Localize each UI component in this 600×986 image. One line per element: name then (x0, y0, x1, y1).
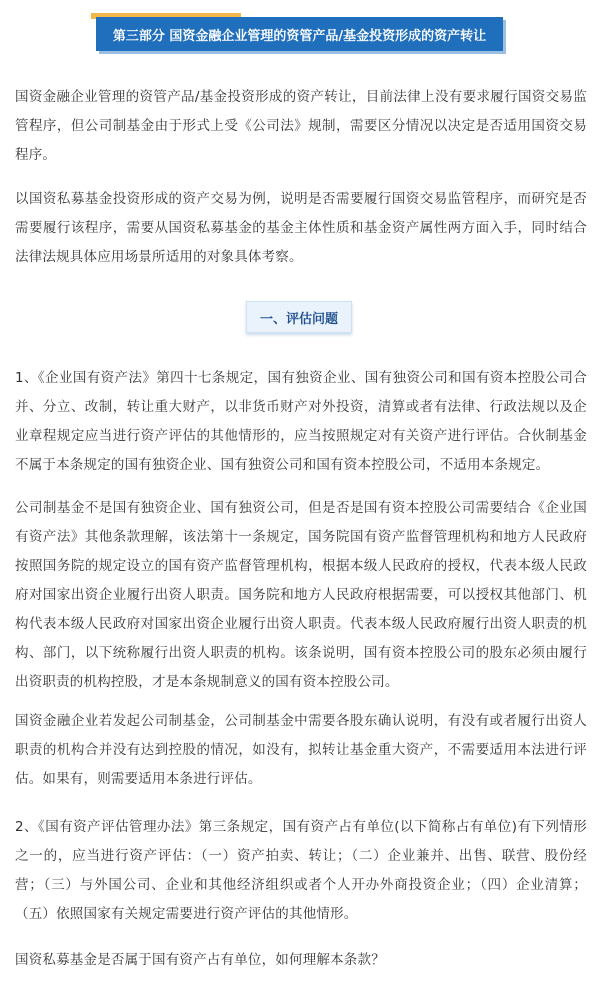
banner-bar (96, 17, 503, 51)
body-paragraph-3: 国资金融企业若发起公司制基金，公司制基金中需要各股东确认说明，有没有或者履行出资人职责的机构合并没有达到控股的情况，如没有，拟转让基金重大资产，不需要适用本法进行评估。如果有，则需要适用本条进行评估。 (15, 713, 587, 787)
body-paragraph-1: 1、《企业国有资产法》第四十七条规定，国有独资企业、国有独资公司和国有资本控股公司合并、分立、改制，转让重大财产，以非货币财产对外投资，清算或者有法律、行政法规以及企业章程规定应当进行资产评估的其他情形的，应当按照规定对有关资产进行评估。合伙制基金不属于本条规定的国有独资企业、国有独资公司和国有资本控股公司，不适用本条规定。 (15, 370, 587, 473)
body-paragraph-5: 国资私募基金是否属于国有资产占有单位，如何理解本条款？ (15, 952, 385, 968)
body-paragraph-4: 2、《国有资产评估管理办法》第三条规定，国有资产占有单位(以下简称占有单位)有下列情形之一的，应当进行资产评估：（一）资产拍卖、转让；（二）企业兼并、出售、联营、股份经营；（三）与外国公司、企业和其他经济组织或者个人开办外商投资企业；（四）企业清算；（五）依照国家有关规定需要进行资产评估的其他情形。 (15, 819, 587, 922)
intro-paragraph-1: 国资金融企业管理的资管产品/基金投资形成的资产转让，目前法律上没有要求履行国资交易监管程序，但公司制基金由于形式上受《公司法》规制，需要区分情况以决定是否适用国资交易程序。 (15, 89, 587, 163)
subheading-box (246, 301, 352, 333)
body-paragraph-2: 公司制基金不是国有独资企业、国有独资公司，但是否是国有资本控股公司需要结合《企业国有资产法》其他条款理解，该法第十一条规定，国务院国有资产监督管理机构和地方人民政府按照国务院的规定设立的国有资产监督管理机构，根据本级人民政府的授权，代表本级人民政府对国家出资企业履行出资人职责。国务院和地方人民政府根据需要，可以授权其他部门、机构代表本级人民政府对国家出资企业履行出资人职责。代表本级人民政府履行出资人职责的机构、部门，以下统称履行出资人职责的机构。该条说明，国有资本控股公司的股东必须由履行出资职责的机构控股，才是本条规制意义的国有资本控股公司。 (15, 500, 587, 690)
section-banner (91, 13, 503, 51)
subheading-title: 一、评估问题 (259, 311, 338, 327)
section-title: 第三部分 国资金融企业管理的资管产品/基金投资形成的资产转让 (112, 28, 487, 44)
intro-paragraph-2: 以国资私募基金投资形成的资产交易为例，说明是否需要履行国资交易监管程序，而研究是否需要履行该程序，需要从国资私募基金的基金主体性质和基金资产属性两方面入手，同时结合法律法规具体应用场景所适用的对象具体考察。 (15, 191, 587, 265)
